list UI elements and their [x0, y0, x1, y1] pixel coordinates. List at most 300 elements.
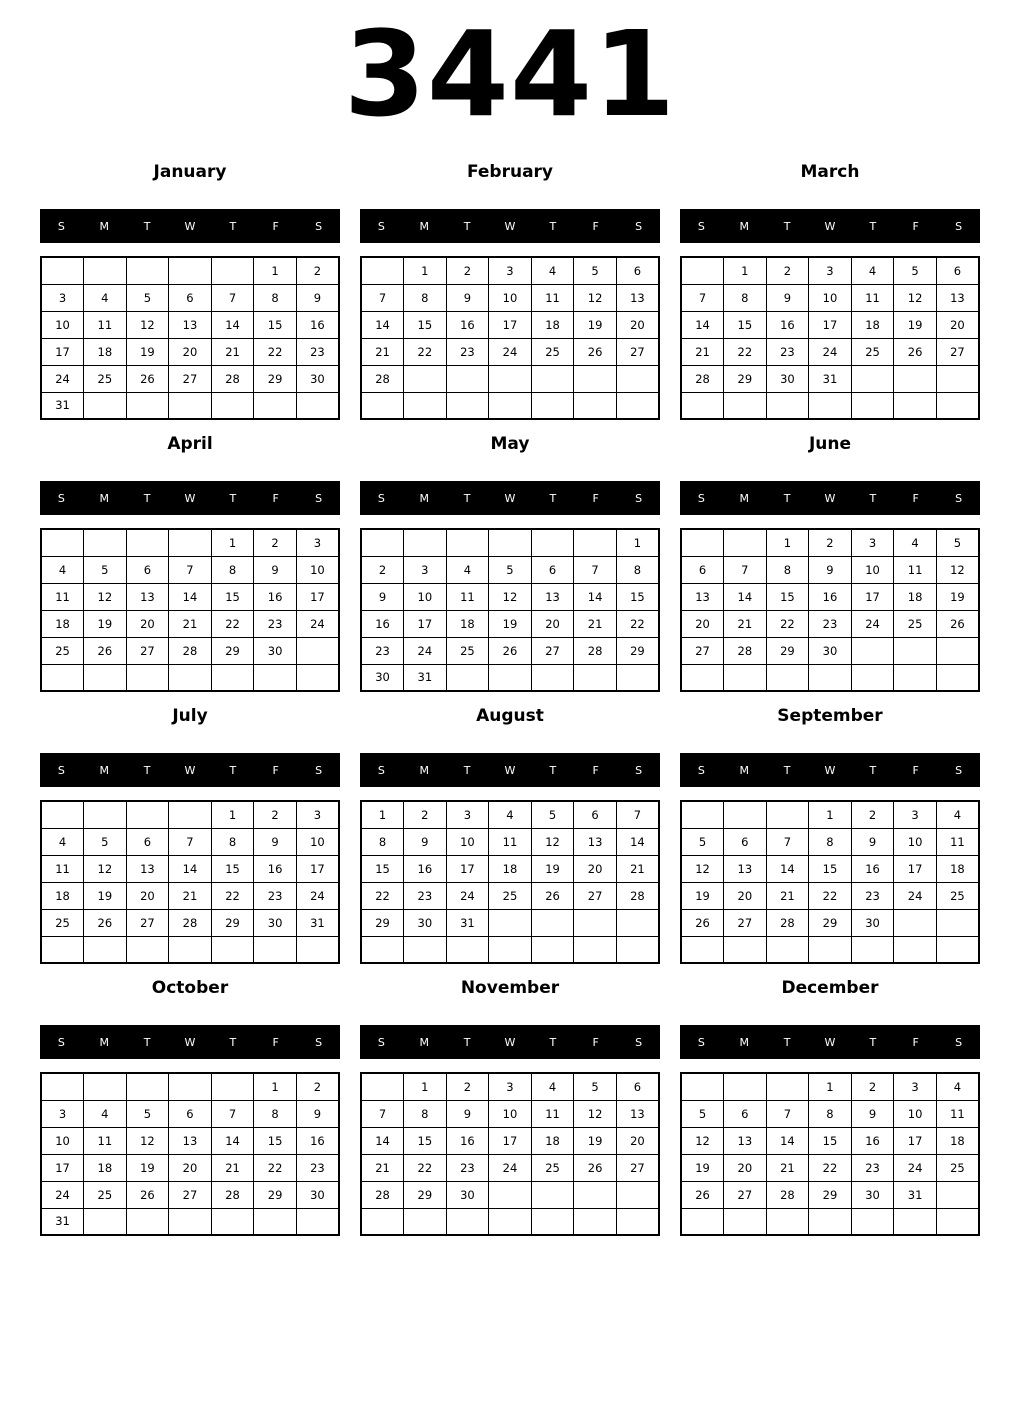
- date-cell: 24: [489, 1154, 532, 1181]
- date-cell: 27: [531, 637, 574, 664]
- date-cell: 12: [936, 556, 979, 583]
- date-cell: 28: [616, 882, 659, 909]
- date-cell: 7: [616, 801, 659, 828]
- date-cell: 9: [254, 828, 297, 855]
- date-cell: 9: [296, 1100, 339, 1127]
- date-cell: 15: [254, 1127, 297, 1154]
- week-row: [41, 828, 339, 855]
- empty-cell: [531, 529, 574, 556]
- date-cell: 26: [681, 1181, 724, 1208]
- date-cell: 10: [296, 828, 339, 855]
- date-cell: 2: [254, 529, 297, 556]
- empty-cell: [211, 392, 254, 419]
- empty-cell: [531, 1181, 574, 1208]
- empty-cell: [616, 664, 659, 691]
- date-cell: 16: [296, 1127, 339, 1154]
- date-cell: 15: [211, 855, 254, 882]
- date-cell: 10: [894, 1100, 937, 1127]
- weekday-header: T: [869, 219, 877, 233]
- date-grid: [680, 528, 980, 692]
- weekday-header: F: [912, 219, 919, 233]
- date-cell: 8: [361, 828, 404, 855]
- empty-cell: [489, 936, 532, 963]
- empty-cell: [489, 909, 532, 936]
- date-cell: 18: [531, 1127, 574, 1154]
- month-august: [360, 706, 660, 964]
- empty-cell: [724, 1073, 767, 1100]
- date-cell: 25: [851, 338, 894, 365]
- empty-cell: [894, 365, 937, 392]
- empty-cell: [254, 392, 297, 419]
- date-cell: 2: [254, 801, 297, 828]
- date-cell: 23: [446, 338, 489, 365]
- date-cell: 22: [211, 882, 254, 909]
- week-row: [41, 936, 339, 963]
- empty-cell: [894, 909, 937, 936]
- date-cell: 23: [809, 610, 852, 637]
- week-row: [361, 1127, 659, 1154]
- week-row: [41, 338, 339, 365]
- date-cell: 4: [531, 257, 574, 284]
- date-cell: 14: [616, 828, 659, 855]
- empty-cell: [936, 1181, 979, 1208]
- months-grid: [40, 162, 980, 1236]
- date-cell: 30: [851, 1181, 894, 1208]
- date-cell: 21: [766, 882, 809, 909]
- date-cell: 24: [446, 882, 489, 909]
- week-row: [681, 1100, 979, 1127]
- date-cell: 27: [126, 909, 169, 936]
- date-cell: 28: [681, 365, 724, 392]
- empty-cell: [126, 1208, 169, 1235]
- weekday-header-bar: [360, 209, 660, 243]
- empty-cell: [211, 1073, 254, 1100]
- empty-cell: [296, 664, 339, 691]
- empty-cell: [84, 257, 127, 284]
- weekday-header: S: [315, 763, 323, 777]
- date-cell: 14: [681, 311, 724, 338]
- week-row: [361, 882, 659, 909]
- weekday-header: F: [912, 491, 919, 505]
- empty-cell: [681, 936, 724, 963]
- weekday-header: T: [463, 763, 471, 777]
- weekday-header: M: [99, 219, 110, 233]
- weekday-header: M: [739, 1035, 750, 1049]
- date-cell: 15: [361, 855, 404, 882]
- date-cell: 20: [724, 882, 767, 909]
- date-cell: 20: [574, 855, 617, 882]
- empty-cell: [126, 801, 169, 828]
- date-cell: 13: [126, 583, 169, 610]
- empty-cell: [724, 664, 767, 691]
- date-cell: 25: [41, 909, 84, 936]
- month-title: May: [490, 434, 530, 454]
- empty-cell: [616, 909, 659, 936]
- empty-cell: [211, 936, 254, 963]
- date-cell: 11: [84, 311, 127, 338]
- date-cell: 25: [936, 882, 979, 909]
- week-row: [361, 556, 659, 583]
- date-cell: 8: [211, 556, 254, 583]
- weekday-header: S: [635, 219, 643, 233]
- empty-cell: [809, 1208, 852, 1235]
- date-cell: 23: [361, 637, 404, 664]
- month-title: July: [172, 706, 208, 726]
- date-cell: 31: [404, 664, 447, 691]
- date-cell: 21: [361, 338, 404, 365]
- empty-cell: [936, 909, 979, 936]
- date-cell: 30: [254, 637, 297, 664]
- date-cell: 3: [809, 257, 852, 284]
- date-cell: 12: [681, 1127, 724, 1154]
- date-cell: 28: [361, 1181, 404, 1208]
- empty-cell: [169, 1208, 212, 1235]
- empty-cell: [169, 257, 212, 284]
- week-row: [41, 1154, 339, 1181]
- weekday-header: S: [635, 763, 643, 777]
- date-cell: 23: [254, 882, 297, 909]
- date-cell: 25: [41, 637, 84, 664]
- date-cell: 8: [724, 284, 767, 311]
- month-title: September: [777, 706, 883, 726]
- date-cell: 19: [126, 338, 169, 365]
- weekday-header: F: [592, 491, 599, 505]
- empty-cell: [724, 529, 767, 556]
- date-cell: 14: [169, 583, 212, 610]
- empty-cell: [681, 664, 724, 691]
- date-grid: [40, 1072, 340, 1236]
- empty-cell: [404, 936, 447, 963]
- date-cell: 11: [894, 556, 937, 583]
- date-cell: 30: [766, 365, 809, 392]
- weekday-header: F: [592, 1035, 599, 1049]
- empty-cell: [616, 392, 659, 419]
- date-cell: 17: [851, 583, 894, 610]
- date-cell: 3: [404, 556, 447, 583]
- date-cell: 12: [894, 284, 937, 311]
- empty-cell: [894, 637, 937, 664]
- date-cell: 2: [766, 257, 809, 284]
- empty-cell: [809, 392, 852, 419]
- date-cell: 17: [894, 855, 937, 882]
- empty-cell: [169, 1073, 212, 1100]
- weekday-header-bar: [360, 481, 660, 515]
- date-cell: 16: [296, 311, 339, 338]
- date-cell: 13: [574, 828, 617, 855]
- empty-cell: [489, 529, 532, 556]
- date-cell: 2: [851, 1073, 894, 1100]
- date-cell: 27: [574, 882, 617, 909]
- empty-cell: [126, 664, 169, 691]
- empty-cell: [616, 936, 659, 963]
- date-cell: 22: [254, 1154, 297, 1181]
- date-cell: 24: [809, 338, 852, 365]
- date-cell: 14: [574, 583, 617, 610]
- week-row: [681, 610, 979, 637]
- date-cell: 10: [446, 828, 489, 855]
- empty-cell: [296, 637, 339, 664]
- date-cell: 10: [489, 1100, 532, 1127]
- weekday-header-bar: [680, 1025, 980, 1059]
- empty-cell: [851, 936, 894, 963]
- date-cell: 14: [211, 311, 254, 338]
- month-february: [360, 162, 660, 420]
- week-row: [681, 338, 979, 365]
- date-cell: 21: [211, 1154, 254, 1181]
- weekday-header-bar: [40, 209, 340, 243]
- empty-cell: [41, 936, 84, 963]
- date-cell: 14: [766, 1127, 809, 1154]
- weekday-header: F: [592, 763, 599, 777]
- empty-cell: [211, 1208, 254, 1235]
- weekday-header: T: [869, 1035, 877, 1049]
- week-row: [681, 637, 979, 664]
- date-cell: 7: [681, 284, 724, 311]
- date-cell: 12: [84, 855, 127, 882]
- date-cell: 6: [616, 1073, 659, 1100]
- date-cell: 2: [446, 1073, 489, 1100]
- date-cell: 8: [809, 1100, 852, 1127]
- month-july: [40, 706, 340, 964]
- empty-cell: [724, 1208, 767, 1235]
- date-cell: 26: [126, 365, 169, 392]
- date-cell: 10: [296, 556, 339, 583]
- week-row: [41, 855, 339, 882]
- date-cell: 13: [169, 311, 212, 338]
- date-cell: 30: [296, 1181, 339, 1208]
- weekday-header-bar: [40, 753, 340, 787]
- weekday-header-bar: [680, 481, 980, 515]
- empty-cell: [446, 392, 489, 419]
- date-cell: 12: [126, 311, 169, 338]
- empty-cell: [936, 637, 979, 664]
- empty-cell: [616, 1208, 659, 1235]
- date-cell: 11: [531, 284, 574, 311]
- date-cell: 24: [296, 882, 339, 909]
- date-cell: 11: [531, 1100, 574, 1127]
- empty-cell: [681, 257, 724, 284]
- date-cell: 2: [296, 1073, 339, 1100]
- date-cell: 16: [809, 583, 852, 610]
- date-cell: 11: [41, 855, 84, 882]
- date-cell: 17: [41, 1154, 84, 1181]
- date-cell: 1: [361, 801, 404, 828]
- date-cell: 31: [894, 1181, 937, 1208]
- date-cell: 19: [84, 882, 127, 909]
- weekday-header: W: [184, 491, 196, 505]
- date-cell: 2: [296, 257, 339, 284]
- weekday-header: S: [955, 219, 963, 233]
- empty-cell: [404, 529, 447, 556]
- date-cell: 10: [851, 556, 894, 583]
- empty-cell: [41, 664, 84, 691]
- month-title: December: [781, 978, 879, 998]
- empty-cell: [169, 801, 212, 828]
- weekday-header: W: [184, 219, 196, 233]
- weekday-header: T: [229, 219, 237, 233]
- week-row: [681, 801, 979, 828]
- empty-cell: [809, 664, 852, 691]
- empty-cell: [574, 936, 617, 963]
- empty-cell: [126, 1073, 169, 1100]
- date-cell: 13: [681, 583, 724, 610]
- date-cell: 13: [169, 1127, 212, 1154]
- date-cell: 29: [809, 1181, 852, 1208]
- date-cell: 23: [766, 338, 809, 365]
- weekday-header-bar: [40, 1025, 340, 1059]
- weekday-header: W: [824, 1035, 836, 1049]
- empty-cell: [446, 529, 489, 556]
- weekday-header: T: [869, 491, 877, 505]
- empty-cell: [766, 936, 809, 963]
- weekday-header: S: [635, 491, 643, 505]
- date-cell: 28: [361, 365, 404, 392]
- date-cell: 9: [361, 583, 404, 610]
- week-row: [41, 909, 339, 936]
- week-row: [41, 556, 339, 583]
- empty-cell: [126, 392, 169, 419]
- weekday-header: T: [143, 1035, 151, 1049]
- date-cell: 7: [724, 556, 767, 583]
- week-row: [361, 610, 659, 637]
- date-cell: 25: [894, 610, 937, 637]
- weekday-header: S: [377, 763, 385, 777]
- empty-cell: [936, 936, 979, 963]
- weekday-header: T: [229, 491, 237, 505]
- weekday-header: M: [419, 1035, 430, 1049]
- empty-cell: [126, 529, 169, 556]
- date-cell: 6: [724, 1100, 767, 1127]
- empty-cell: [211, 664, 254, 691]
- weekday-header: T: [143, 219, 151, 233]
- weekday-header: T: [783, 491, 791, 505]
- weekday-header: W: [504, 219, 516, 233]
- week-row: [681, 1154, 979, 1181]
- empty-cell: [766, 392, 809, 419]
- week-row: [361, 284, 659, 311]
- date-cell: 11: [936, 828, 979, 855]
- weekday-header: M: [419, 763, 430, 777]
- week-row: [361, 1100, 659, 1127]
- year-title: 3441: [343, 5, 677, 143]
- empty-cell: [574, 909, 617, 936]
- date-cell: 27: [616, 338, 659, 365]
- empty-cell: [446, 664, 489, 691]
- date-cell: 25: [84, 365, 127, 392]
- week-row: [361, 828, 659, 855]
- empty-cell: [404, 392, 447, 419]
- date-cell: 20: [936, 311, 979, 338]
- date-cell: 29: [361, 909, 404, 936]
- date-cell: 13: [724, 855, 767, 882]
- date-cell: 20: [126, 610, 169, 637]
- date-cell: 12: [531, 828, 574, 855]
- date-grid: [360, 528, 660, 692]
- week-row: [41, 311, 339, 338]
- empty-cell: [404, 1208, 447, 1235]
- date-cell: 11: [489, 828, 532, 855]
- date-cell: 23: [851, 882, 894, 909]
- week-row: [361, 664, 659, 691]
- date-cell: 22: [254, 338, 297, 365]
- week-row: [41, 637, 339, 664]
- date-cell: 4: [489, 801, 532, 828]
- date-cell: 4: [84, 1100, 127, 1127]
- date-cell: 21: [616, 855, 659, 882]
- date-cell: 21: [724, 610, 767, 637]
- week-row: [361, 1073, 659, 1100]
- weekday-header-bar: [680, 753, 980, 787]
- date-cell: 28: [574, 637, 617, 664]
- weekday-header: S: [697, 491, 705, 505]
- weekday-header: W: [184, 763, 196, 777]
- date-cell: 18: [41, 610, 84, 637]
- empty-cell: [894, 1208, 937, 1235]
- date-grid: [360, 800, 660, 964]
- date-cell: 28: [766, 1181, 809, 1208]
- date-cell: 22: [211, 610, 254, 637]
- date-cell: 9: [404, 828, 447, 855]
- date-grid: [40, 528, 340, 692]
- date-cell: 23: [446, 1154, 489, 1181]
- weekday-header: S: [315, 491, 323, 505]
- year-calendar: [0, 5, 1020, 1236]
- month-september: [680, 706, 980, 964]
- date-cell: 5: [681, 1100, 724, 1127]
- weekday-header: S: [57, 1035, 65, 1049]
- empty-cell: [169, 936, 212, 963]
- date-cell: 7: [211, 1100, 254, 1127]
- date-cell: 12: [84, 583, 127, 610]
- date-cell: 5: [489, 556, 532, 583]
- date-cell: 31: [41, 392, 84, 419]
- date-cell: 10: [894, 828, 937, 855]
- weekday-header: W: [504, 1035, 516, 1049]
- date-cell: 31: [41, 1208, 84, 1235]
- week-row: [361, 392, 659, 419]
- weekday-header: W: [184, 1035, 196, 1049]
- date-cell: 20: [169, 1154, 212, 1181]
- week-row: [681, 556, 979, 583]
- weekday-header: S: [57, 219, 65, 233]
- weekday-header: S: [377, 1035, 385, 1049]
- empty-cell: [894, 936, 937, 963]
- week-row: [41, 257, 339, 284]
- week-row: [681, 365, 979, 392]
- empty-cell: [531, 664, 574, 691]
- empty-cell: [84, 801, 127, 828]
- empty-cell: [809, 936, 852, 963]
- date-cell: 6: [936, 257, 979, 284]
- date-cell: 8: [254, 284, 297, 311]
- date-cell: 7: [169, 556, 212, 583]
- date-cell: 19: [936, 583, 979, 610]
- empty-cell: [851, 365, 894, 392]
- empty-cell: [851, 664, 894, 691]
- weekday-header: T: [783, 763, 791, 777]
- date-cell: 10: [809, 284, 852, 311]
- date-cell: 26: [489, 637, 532, 664]
- date-cell: 29: [254, 365, 297, 392]
- week-row: [361, 257, 659, 284]
- month-title: January: [153, 162, 227, 182]
- date-cell: 2: [446, 257, 489, 284]
- date-cell: 26: [126, 1181, 169, 1208]
- date-cell: 4: [936, 801, 979, 828]
- date-cell: 16: [254, 855, 297, 882]
- date-cell: 25: [489, 882, 532, 909]
- date-cell: 6: [531, 556, 574, 583]
